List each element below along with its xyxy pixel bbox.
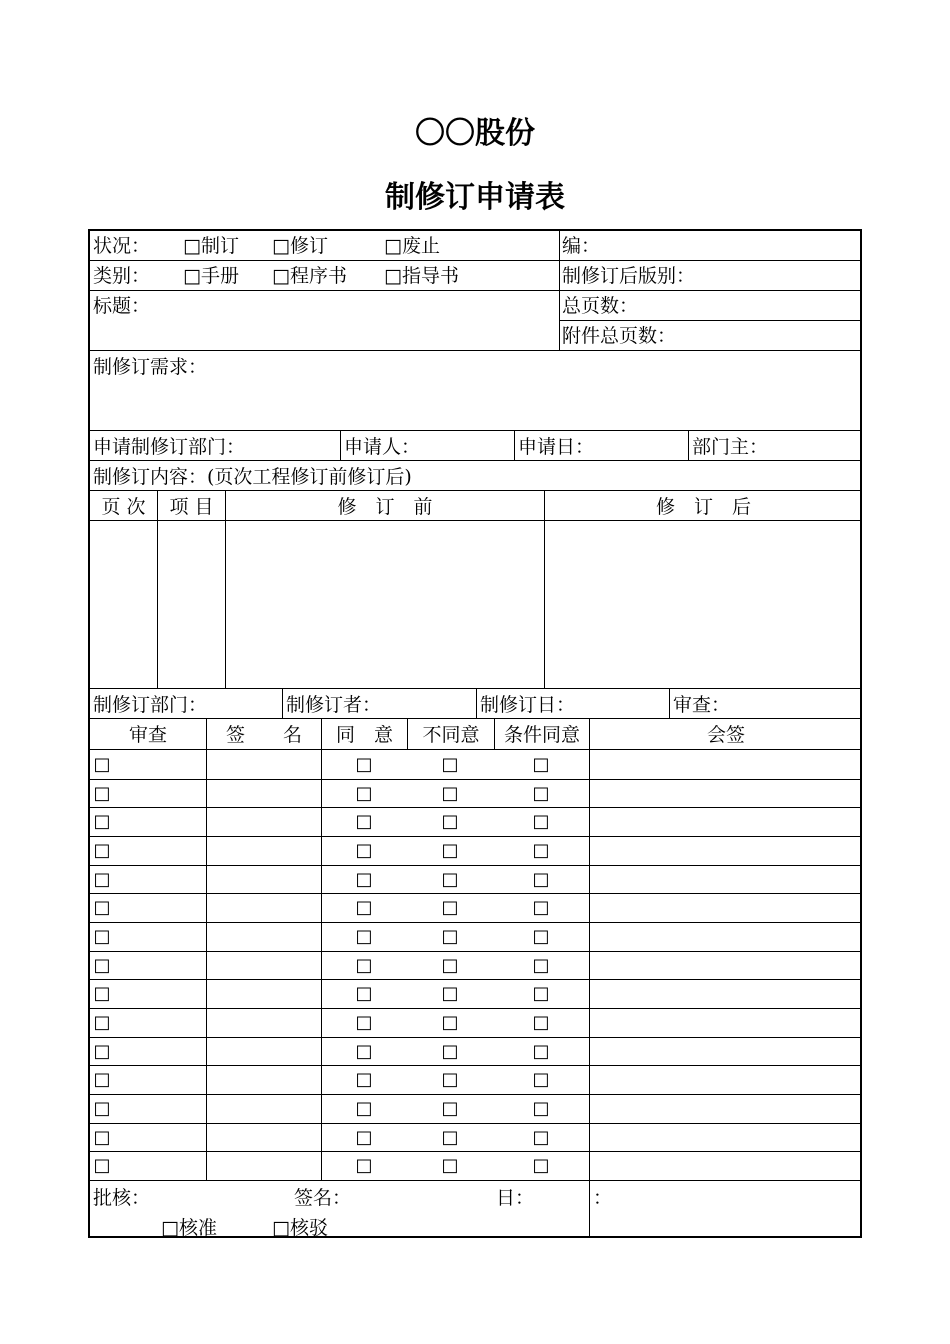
category-label: 类别：: [93, 265, 151, 287]
col-conditional: 条件同意: [503, 724, 580, 746]
agree-checkbox[interactable]: □: [355, 1155, 373, 1177]
content-label: 制修订内容：(页次工程修订前修订后): [93, 466, 412, 488]
status-option-create[interactable]: □制订: [183, 235, 239, 257]
disagree-checkbox[interactable]: □: [441, 1040, 459, 1062]
review-checkbox[interactable]: □: [93, 754, 111, 775]
apply-dept-field[interactable]: 申请制修订部门：: [93, 436, 246, 458]
reviser-field[interactable]: 制修订者：: [286, 694, 382, 716]
disagree-checkbox[interactable]: □: [441, 1012, 459, 1034]
agree-checkbox[interactable]: □: [355, 868, 373, 890]
divider: [90, 260, 862, 261]
review-checkbox[interactable]: □: [93, 1069, 111, 1091]
conditional-checkbox[interactable]: □: [532, 868, 550, 890]
status-option-abolish[interactable]: □废止: [384, 235, 440, 257]
col-signature: 签 名: [225, 724, 302, 746]
applicant-field[interactable]: 申请人：: [344, 436, 421, 458]
sign-label: 签名：: [294, 1187, 352, 1209]
conditional-checkbox[interactable]: □: [532, 926, 550, 948]
reject-option[interactable]: □核驳: [272, 1217, 328, 1239]
header-after: 修 订 后: [655, 496, 751, 518]
divider: [90, 490, 862, 491]
agree-checkbox[interactable]: □: [355, 1069, 373, 1091]
conditional-checkbox[interactable]: □: [532, 782, 550, 804]
review-checkbox[interactable]: □: [93, 782, 111, 804]
disagree-checkbox[interactable]: □: [441, 1098, 459, 1120]
agree-checkbox[interactable]: □: [355, 754, 373, 775]
status-label: 状况：: [93, 235, 151, 257]
conditional-checkbox[interactable]: □: [532, 983, 550, 1005]
conditional-checkbox[interactable]: □: [532, 840, 550, 861]
divider: [90, 520, 862, 521]
colon-label: ：: [593, 1187, 613, 1209]
agree-checkbox[interactable]: □: [355, 954, 373, 976]
col-review: 审查: [128, 724, 167, 746]
agree-checkbox[interactable]: □: [355, 1126, 373, 1148]
divider: [90, 430, 862, 431]
divider: [282, 689, 283, 719]
divider: [206, 719, 207, 1181]
status-option-revise[interactable]: □修订: [272, 235, 328, 257]
disagree-checkbox[interactable]: □: [441, 1126, 459, 1148]
divider: [514, 431, 515, 461]
review-checkbox[interactable]: □: [93, 1012, 111, 1034]
divider: [90, 460, 862, 461]
review-checkbox[interactable]: □: [93, 1098, 111, 1120]
agree-checkbox[interactable]: □: [355, 811, 373, 833]
agree-checkbox[interactable]: □: [355, 782, 373, 804]
category-option-manual[interactable]: □手册: [183, 265, 239, 287]
conditional-checkbox[interactable]: □: [532, 1155, 550, 1177]
form-title: 制修订申请表: [385, 180, 565, 215]
disagree-checkbox[interactable]: □: [441, 782, 459, 804]
col-countersign: 会签: [706, 724, 745, 746]
conditional-checkbox[interactable]: □: [532, 811, 550, 833]
divider: [589, 719, 590, 1238]
review-checkbox[interactable]: □: [93, 840, 111, 861]
disagree-checkbox[interactable]: □: [441, 897, 459, 919]
company-name: 〇〇股份: [415, 116, 535, 151]
divider: [559, 231, 560, 351]
header-before: 修 订 前: [337, 496, 433, 518]
divider: [340, 431, 341, 461]
category-option-procedure[interactable]: □程序书: [272, 265, 347, 287]
attachment-pages-field[interactable]: 附件总页数：: [562, 325, 677, 347]
category-option-instruction[interactable]: □指导书: [384, 265, 459, 287]
approve-option[interactable]: □核准: [161, 1217, 217, 1239]
header-page: 页 次: [101, 496, 146, 518]
conditional-checkbox[interactable]: □: [532, 1126, 550, 1148]
total-pages-field[interactable]: 总页数：: [562, 295, 639, 317]
col-disagree: 不同意: [422, 724, 480, 746]
header-item: 项 目: [169, 496, 214, 518]
divider: [407, 719, 408, 750]
divider: [321, 719, 322, 1181]
conditional-checkbox[interactable]: □: [532, 1012, 550, 1034]
agree-checkbox[interactable]: □: [355, 1012, 373, 1034]
agree-checkbox[interactable]: □: [355, 983, 373, 1005]
approve-label: 批核：: [93, 1187, 151, 1209]
conditional-checkbox[interactable]: □: [532, 954, 550, 976]
divider: [90, 1180, 862, 1181]
disagree-checkbox[interactable]: □: [441, 840, 459, 861]
agree-checkbox[interactable]: □: [355, 840, 373, 861]
version-field[interactable]: 制修订后版别：: [562, 265, 696, 287]
review-checkbox[interactable]: □: [93, 954, 111, 976]
revise-dept-field[interactable]: 制修订部门：: [93, 694, 208, 716]
conditional-checkbox[interactable]: □: [532, 1098, 550, 1120]
review-checkbox[interactable]: □: [93, 897, 111, 919]
review-checkbox[interactable]: □: [93, 1155, 111, 1177]
divider: [90, 290, 862, 291]
subject-field[interactable]: 标题：: [93, 295, 151, 317]
divider: [494, 719, 495, 750]
revise-date-field[interactable]: 制修订日：: [480, 694, 576, 716]
conditional-checkbox[interactable]: □: [532, 754, 550, 775]
code-field[interactable]: 编：: [562, 235, 601, 257]
divider: [559, 320, 862, 321]
date-label: 日：: [496, 1187, 535, 1209]
requirement-field[interactable]: 制修订需求：: [93, 356, 208, 378]
disagree-checkbox[interactable]: □: [441, 1155, 459, 1177]
divider: [669, 689, 670, 719]
disagree-checkbox[interactable]: □: [441, 983, 459, 1005]
conditional-checkbox[interactable]: □: [532, 1069, 550, 1091]
divider: [688, 431, 689, 461]
review-checkbox[interactable]: □: [93, 1040, 111, 1062]
agree-checkbox[interactable]: □: [355, 1098, 373, 1120]
review-checkbox[interactable]: □: [93, 1126, 111, 1148]
disagree-checkbox[interactable]: □: [441, 811, 459, 833]
disagree-checkbox[interactable]: □: [441, 754, 459, 775]
disagree-checkbox[interactable]: □: [441, 868, 459, 890]
conditional-checkbox[interactable]: □: [532, 897, 550, 919]
conditional-checkbox[interactable]: □: [532, 1040, 550, 1062]
disagree-checkbox[interactable]: □: [441, 1069, 459, 1091]
review-checkbox[interactable]: □: [93, 926, 111, 948]
agree-checkbox[interactable]: □: [355, 897, 373, 919]
agree-checkbox[interactable]: □: [355, 1040, 373, 1062]
disagree-checkbox[interactable]: □: [441, 954, 459, 976]
application-form: [88, 229, 862, 1238]
review-checkbox[interactable]: □: [93, 811, 111, 833]
divider: [90, 350, 862, 351]
review-field[interactable]: 审查：: [673, 694, 731, 716]
col-agree: 同 意: [335, 724, 393, 746]
review-checkbox[interactable]: □: [93, 983, 111, 1005]
divider: [476, 689, 477, 719]
agree-checkbox[interactable]: □: [355, 926, 373, 948]
disagree-checkbox[interactable]: □: [441, 926, 459, 948]
apply-date-field[interactable]: 申请日：: [518, 436, 595, 458]
dept-manager-field[interactable]: 部门主：: [692, 436, 769, 458]
review-checkbox[interactable]: □: [93, 868, 111, 890]
